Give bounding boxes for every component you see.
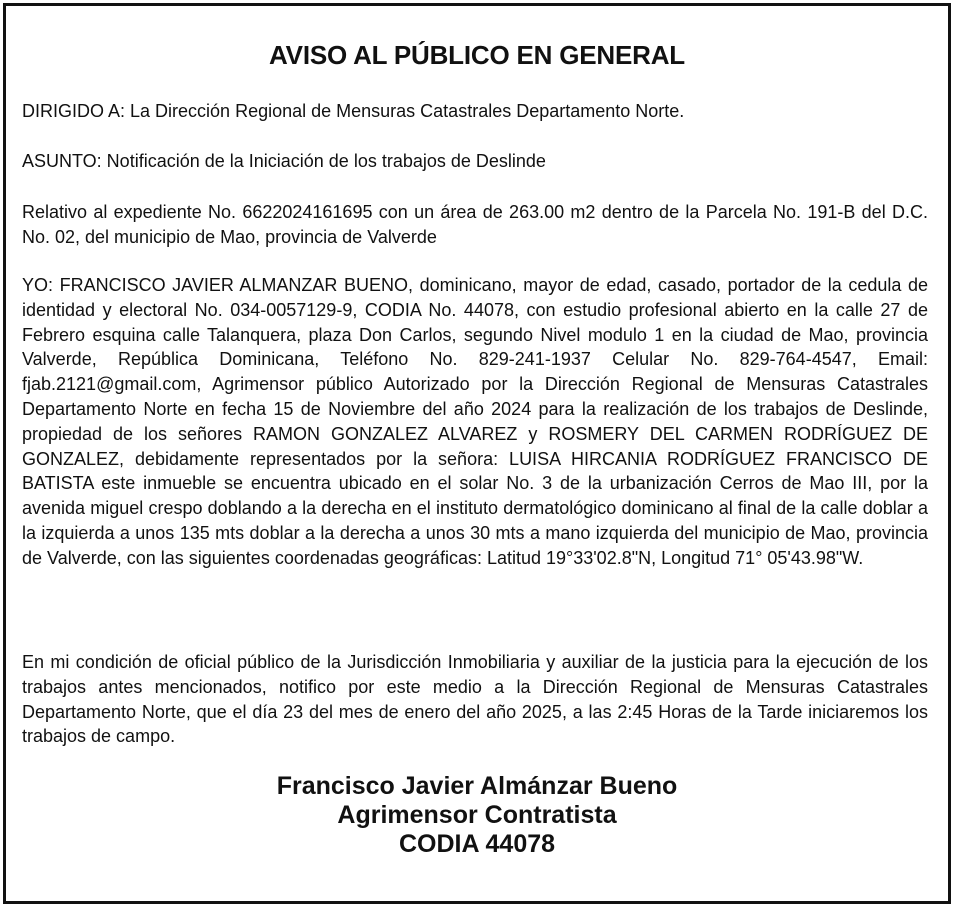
- notice-title: AVISO AL PÚBLICO EN GENERAL: [269, 40, 685, 70]
- notification-paragraph: En mi condición de oficial público de la Jurisdicción Inmobiliaria y auxiliar de la justicia para la ejecución de los trabajos antes mencionados, notifico por este medio a la Dirección Regional de Mensuras Catastrales Departamento Norte, que el día 23 del mes de enero del año 2025, a las 2:45 Horas de la Tarde iniciaremos los trabajos de campo.: [22, 652, 928, 747]
- addressee-paragraph: DIRIGIDO A: La Dirección Regional de Mensuras Catastrales Departamento Norte.: [22, 101, 685, 121]
- signature-block: [6, 772, 948, 859]
- subject-paragraph: ASUNTO: Notificación de la Iniciación de los trabajos de Deslinde: [22, 151, 546, 171]
- declaration-paragraph: YO: FRANCISCO JAVIER ALMANZAR BUENO, dominicano, mayor de edad, casado, portador de la cedula de identidad y electoral No. 034-0057129-9, CODIA No. 44078, con estudio profesional abierto en la calle 27 de Febrero esquina calle Talanquera, plaza Don Carlos, segundo Nivel modulo 1 en la ciudad de Mao, provincia Valverde, República Dominicana, Teléfono No. 829-241-1937 Celular No. 829-764-4547, Email: fjab.2121@gmail.com, Agrimensor público Autorizado por la Dirección Regional de Mensuras Catastrales Departamento Norte en fecha 15 de Noviembre del año 2024 para la realización de los trabajos de Deslinde, propiedad de los señores RAMON GONZALEZ ALVAREZ y ROSMERY DEL CARMEN RODRÍGUEZ DE GONZALEZ, debidamente representados por la señora: LUISA HIRCANIA RODRÍGUEZ FRANCISCO DE BATISTA este inmueble se encuentra ubicado en el solar No. 3 de la urbanización Cerros de Mao III, por la avenida miguel crespo doblando a la derecha en el instituto dermatológico dominicano al final de la calle doblar a la izquierda a unos 135 mts doblar a la derecha a unos 30 mts a mano izquierda del municipio de Mao, provincia de Valverde, con las siguientes coordenadas geográficas: Latitud 19°33'02.8"N, Longitud 71° 05'43.98"W.: [22, 275, 928, 568]
- signature-name: Francisco Javier Almánzar Bueno: [276, 772, 678, 800]
- file-reference-paragraph: Relativo al expediente No. 6622024161695 con un área de 263.00 m2 dentro de la Parcela No. 191-B del D.C. No. 02, del municipio de Mao, provincia de Valverde: [22, 202, 928, 247]
- signature-codia: CODIA 44078: [398, 830, 556, 858]
- signature-role: Agrimensor Contratista: [337, 801, 617, 829]
- notice-frame: [3, 3, 951, 904]
